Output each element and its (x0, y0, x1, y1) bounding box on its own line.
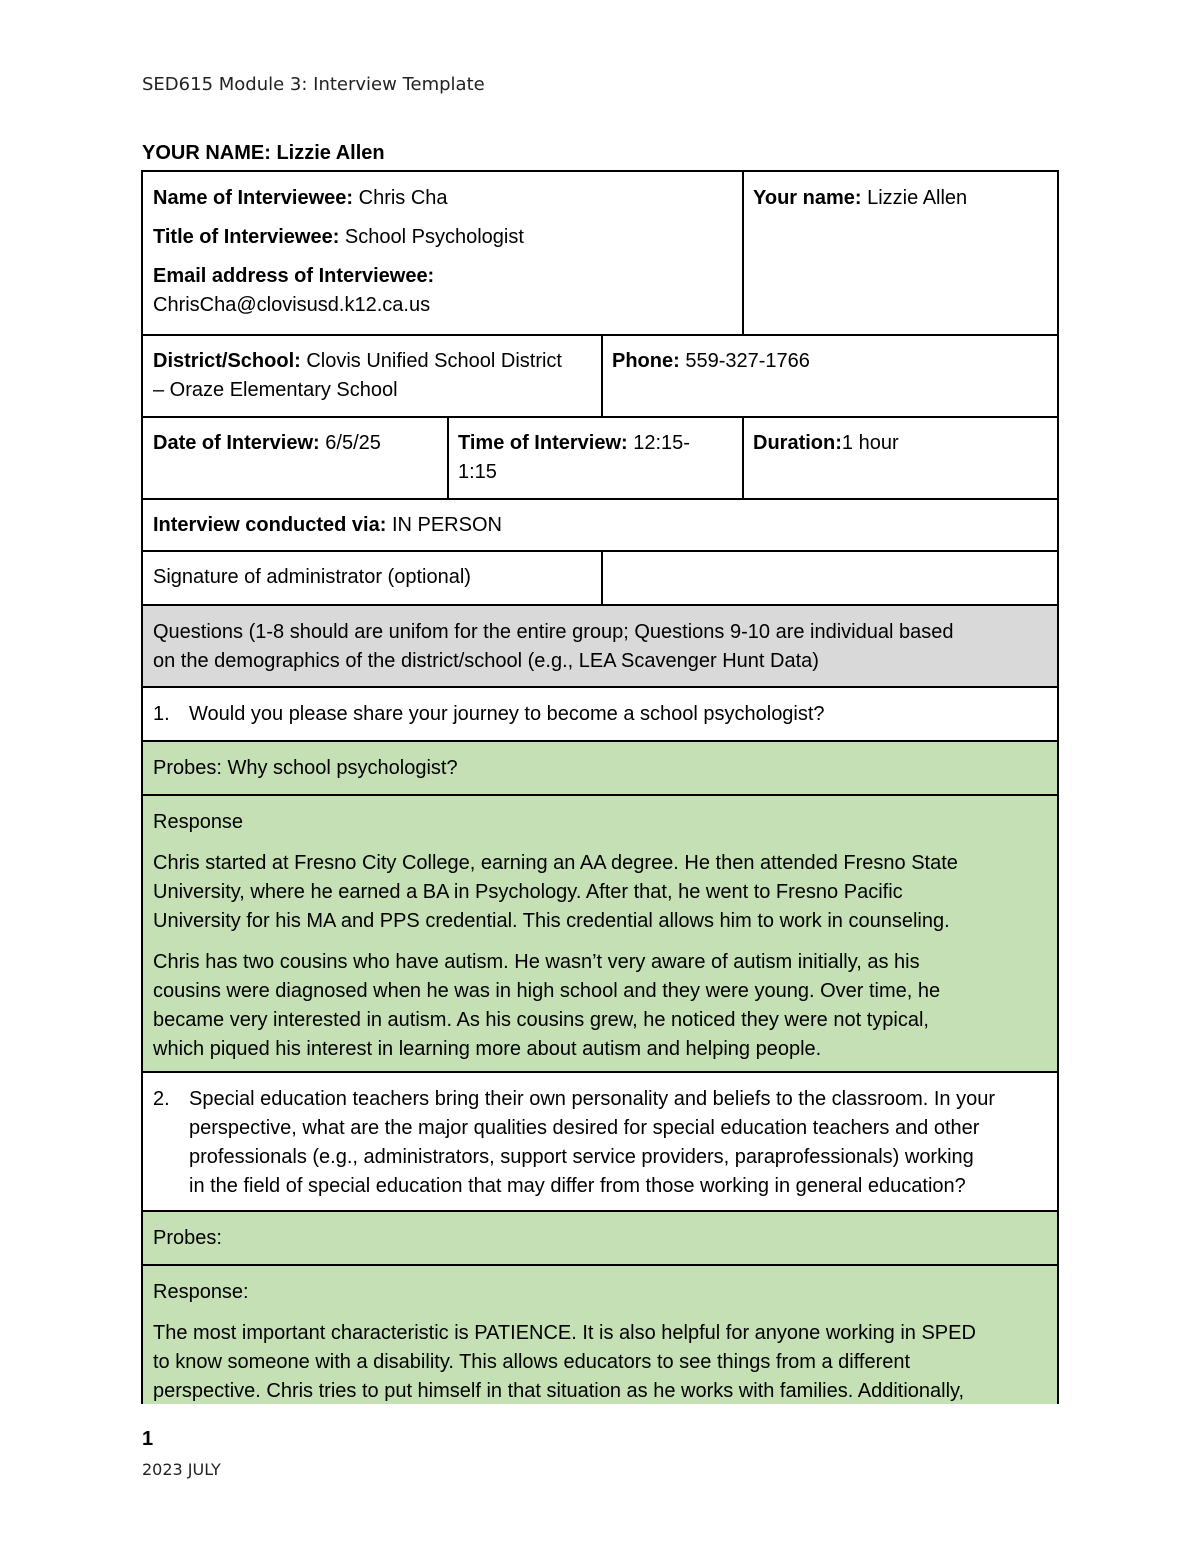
interviewee-email-value: ChrisCha@clovisusd.k12.ca.us (153, 294, 431, 316)
response-1-p2-line: Chris has two cousins who have autism. He wasn’t very aware of autism initially, as his (153, 951, 920, 973)
interviewee-info-cell (143, 172, 743, 334)
question-2-number: 2. (153, 1088, 170, 1110)
response-1-p2-line: which piqued his interest in learning more about autism and helping people. (153, 1038, 822, 1060)
question-2-line: in the field of special education that may differ from those working in general education? (189, 1175, 966, 1197)
your-name-heading-value: Lizzie Allen (270, 142, 385, 164)
question-2-cell (143, 1073, 1059, 1210)
page-number: 1 (142, 1428, 154, 1450)
response-1-p2-line: became very interested in autism. As his cousins grew, he noticed they were not typical, (153, 1009, 929, 1031)
interviewee-title-label: Title of Interviewee: (153, 226, 340, 248)
question-2-line: Special education teachers bring their own personality and beliefs to the classroom. In your (189, 1088, 996, 1110)
conducted-cell (143, 499, 1059, 550)
interviewee-title-value: School Psychologist (339, 226, 524, 248)
date-value: 6/5/25 (319, 432, 381, 454)
question-1-probes-cell (143, 742, 1059, 794)
question-1-response-paragraph-2 (153, 948, 1049, 1064)
district-cell (143, 335, 602, 416)
time-value-line1: 12:15- (627, 432, 690, 454)
question-2-response-cell (143, 1266, 1059, 1404)
response-1-p2-line: cousins were diagnosed when he was in high school and they were young. Over time, he (153, 980, 941, 1002)
question-1-probes: Probes: Why school psychologist? (153, 757, 458, 779)
duration-label: Duration: (753, 432, 842, 454)
question-2-line: perspective, what are the major qualities desired for special education teachers and other (189, 1117, 980, 1139)
duration-value: 1 hour (841, 432, 899, 454)
question-1-text: Would you please share your journey to become a school psychologist? (189, 703, 825, 725)
question-1-number: 1. (153, 703, 170, 725)
document-footer: 2023 JULY (142, 1460, 221, 1479)
conducted-value: IN PERSON (386, 514, 502, 536)
row3-divider-2 (742, 416, 744, 498)
district-value-line1: Clovis Unified School District (300, 350, 562, 372)
district-value-line2: – Oraze Elementary School (153, 379, 398, 401)
your-name-label: Your name: (753, 187, 862, 209)
response-1-p1-line: University, where he earned a BA in Psychology. After that, he went to Fresno Pacific (153, 881, 903, 903)
phone-value: 559-327-1766 (679, 350, 810, 372)
conducted-label: Interview conducted via: (153, 514, 387, 536)
signature-label: Signature of administrator (optional) (153, 566, 471, 588)
interviewee-title-row (153, 223, 733, 252)
your-name-heading (142, 142, 385, 165)
your-name-cell (743, 172, 1059, 334)
question-2-response-line: perspective. Chris tries to put himself in that situation as he works with families. Additionally, (153, 1380, 965, 1402)
phone-cell (602, 335, 1059, 416)
date-cell (143, 417, 448, 498)
question-1-response-paragraph-1 (153, 849, 1049, 936)
signature-label-cell (143, 551, 602, 604)
question-2-probes-cell (143, 1212, 1059, 1264)
question-1-response-cell (143, 796, 1059, 1071)
questions-intro-cell (143, 606, 1059, 686)
time-cell (448, 417, 743, 498)
questions-intro-line2: on the demographics of the district/school (e.g., LEA Scavenger Hunt Data) (153, 650, 819, 672)
interview-form-table (141, 170, 1059, 1404)
question-1-cell (143, 688, 1059, 740)
question-2-line: professionals (e.g., administrators, support service providers, paraprofessionals) working (189, 1146, 974, 1168)
date-label: Date of Interview: (153, 432, 320, 454)
question-1-response-label: Response (153, 811, 244, 833)
your-name-value: Lizzie Allen (861, 187, 968, 209)
signature-field[interactable] (602, 551, 1059, 604)
interviewee-name-row (153, 184, 733, 213)
question-2-response-line: to know someone with a disability. This allows educators to see things from a different (153, 1351, 911, 1373)
interviewee-email-label: Email address of Interviewee: (153, 265, 435, 287)
row2-divider (601, 334, 603, 416)
duration-cell (743, 417, 1059, 498)
question-2-response-line: The most important characteristic is PATIENCE. It is also helpful for anyone working in SPED (153, 1322, 976, 1344)
time-label: Time of Interview: (458, 432, 628, 454)
document-header: SED615 Module 3: Interview Template (142, 74, 485, 95)
your-name-heading-label: YOUR NAME: (142, 142, 271, 164)
question-2-response-label: Response: (153, 1281, 249, 1303)
response-1-p1-line: Chris started at Fresno City College, earning an AA degree. He then attended Fresno State (153, 852, 958, 874)
question-2-probes: Probes: (153, 1227, 222, 1249)
row1-divider (742, 172, 744, 335)
interviewee-name-value: Chris Cha (353, 187, 448, 209)
row3-divider-1 (447, 416, 449, 498)
interviewee-name-label: Name of Interviewee: (153, 187, 354, 209)
row5-divider (601, 550, 603, 604)
district-label: District/School: (153, 350, 301, 372)
phone-label: Phone: (612, 350, 680, 372)
response-1-p1-line: University for his MA and PPS credential. This credential allows him to work in counseling. (153, 910, 950, 932)
time-value-line2: 1:15 (458, 461, 497, 483)
question-2-text (189, 1085, 995, 1201)
questions-intro-line1: Questions (1-8 should are unifom for the entire group; Questions 9-10 are individual based (153, 621, 954, 643)
